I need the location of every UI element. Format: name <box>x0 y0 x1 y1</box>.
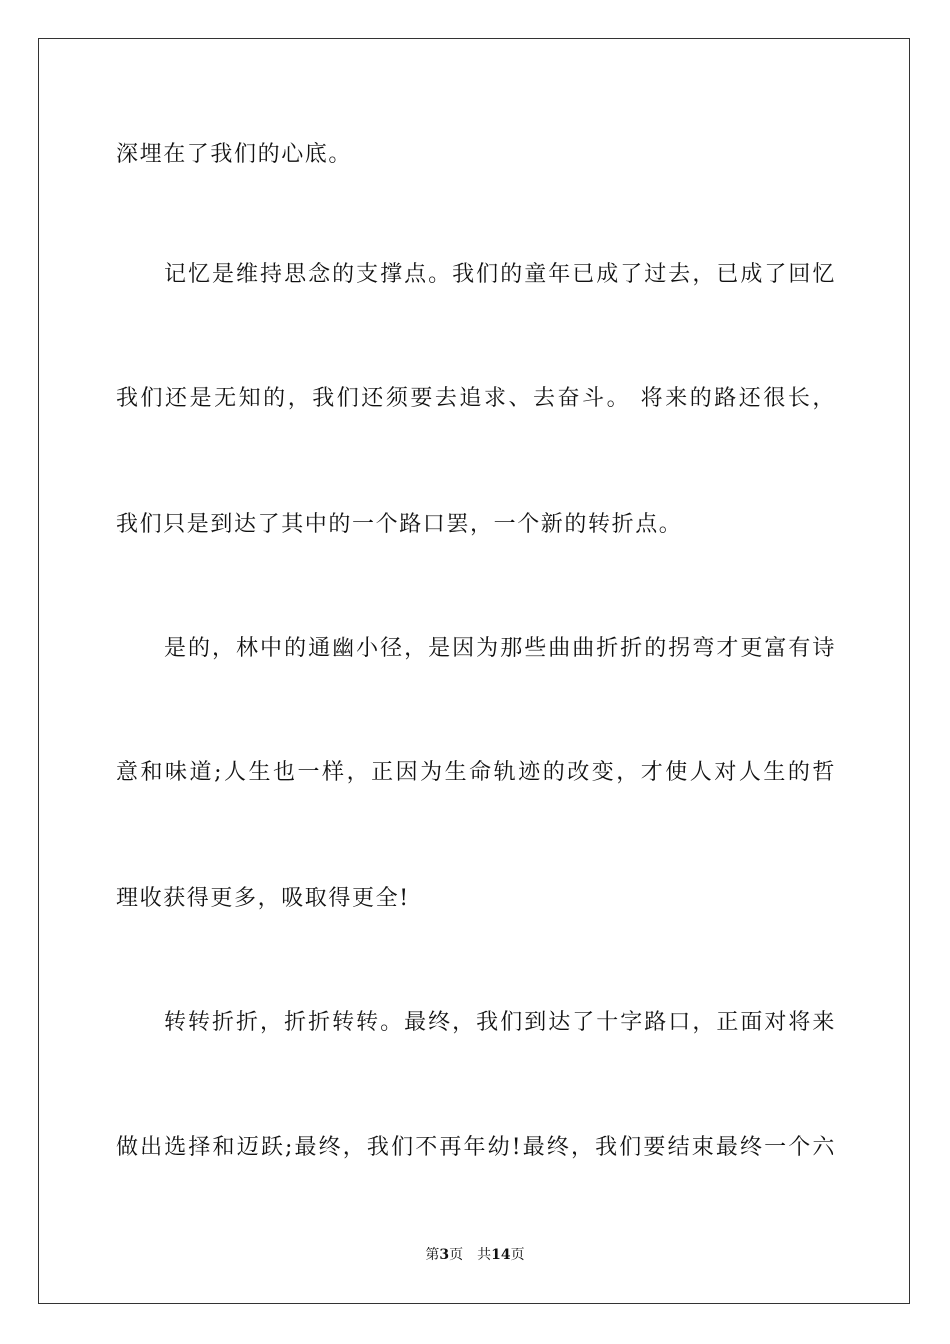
text-line-8: 转转折折，折折转转。最终，我们到达了十字路口，正面对将来 <box>164 1010 836 1035</box>
text-line-1: 深埋在了我们的心底。 <box>116 142 353 167</box>
text-line-9: 做出选择和迈跃;最终，我们不再年幼!最终，我们要结束最终一个六 <box>116 1135 836 1160</box>
total-pages: 14 <box>491 1247 511 1263</box>
page-border <box>38 38 910 1304</box>
text-line-5: 是的，林中的通幽小径，是因为那些曲曲折折的拐弯才更富有诗 <box>164 636 836 661</box>
text-line-7: 理收获得更多，吸取得更全! <box>116 886 410 911</box>
total-suffix: 页 <box>510 1247 525 1263</box>
total-prefix: 共 <box>477 1247 492 1263</box>
text-line-3: 我们还是无知的，我们还须要去追求、去奋斗。 将来的路还很长， <box>116 386 836 411</box>
text-line-6: 意和味道;人生也一样，正因为生命轨迹的改变，才使人对人生的哲 <box>116 760 836 785</box>
page-number: 3 <box>439 1247 450 1263</box>
page-suffix: 页 <box>449 1247 464 1263</box>
text-line-4: 我们只是到达了其中的一个路口罢，一个新的转折点。 <box>116 512 683 537</box>
page-footer <box>0 1245 950 1265</box>
text-line-2: 记忆是维持思念的支撑点。我们的童年已成了过去，已成了回忆 <box>164 262 836 287</box>
page-prefix: 第 <box>425 1247 440 1263</box>
